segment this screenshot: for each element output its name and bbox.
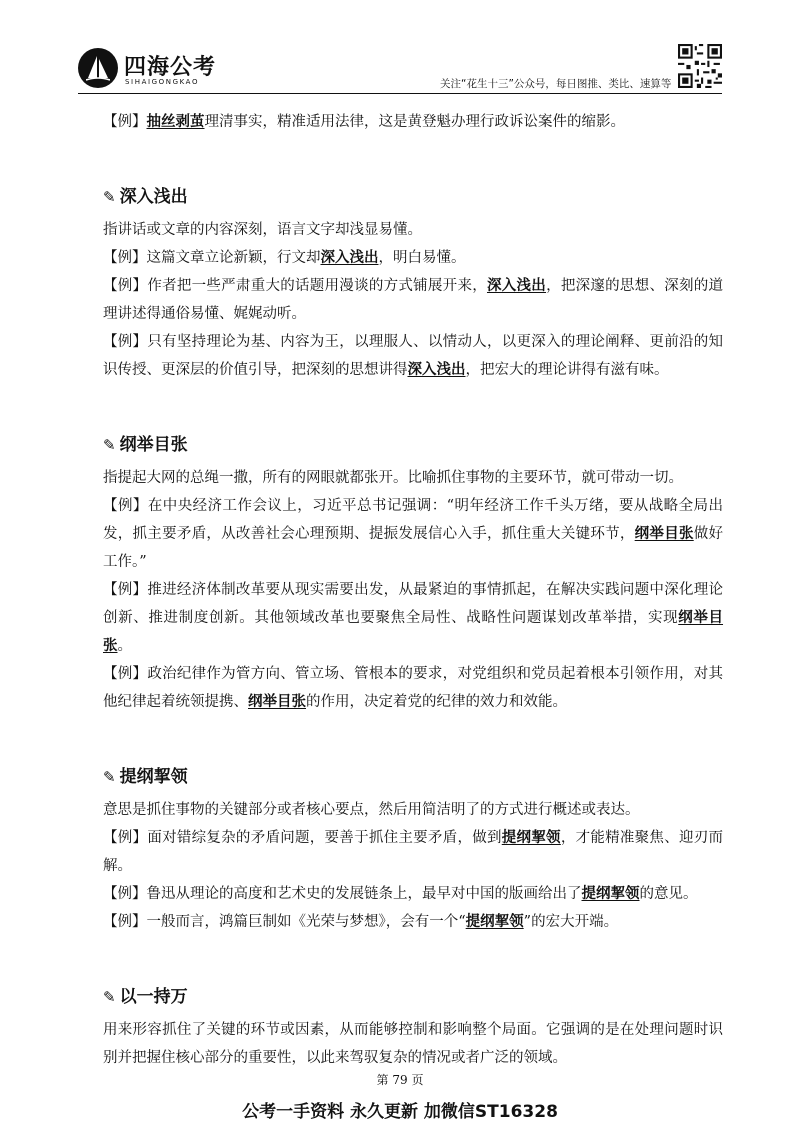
brand-logo: [78, 48, 248, 92]
footer-promo: 公考一手资料 永久更新 加微信ST16328: [242, 1102, 558, 1122]
document-body: [103, 108, 723, 1072]
pencil-icon: ✎: [103, 188, 116, 206]
idiom-section: [103, 982, 723, 1072]
keyword: 深入浅出: [407, 361, 466, 378]
definition: 意思是抓住事物的关键部分或者核心要点，然后用简洁明了的方式进行概述或表达。: [103, 802, 640, 818]
example-text: ，明白易懂。: [378, 250, 466, 266]
example-marker: 【例】: [103, 582, 148, 598]
example-sentence: [103, 492, 723, 576]
section-heading: [103, 430, 723, 460]
example-text: 的意见。: [639, 886, 698, 902]
example-marker: 【例】: [103, 114, 147, 130]
keyword: 深入浅出: [320, 249, 379, 266]
example-sentence: [103, 576, 723, 660]
section-title: 提纲挈领: [119, 767, 188, 787]
example-marker: 【例】: [103, 498, 148, 514]
keyword: 提纲挈领: [581, 885, 640, 902]
idiom-section: [103, 182, 723, 384]
idiom-section: [103, 430, 723, 716]
example-text: 只有坚持理论为基、内容为王，以理服人、以情动人，以更深入的理论阐释、更前沿的知识传授、更深层的价值引导，把深刻的思想讲得: [103, 334, 724, 378]
keyword: 纲举目张: [103, 609, 724, 654]
header-divider: [78, 93, 722, 94]
idiom-section: [103, 762, 723, 936]
definition: 指提起大网的总绳一撒，所有的网眼就都张开。比喻抓住事物的主要环节，就可带动一切。: [103, 470, 683, 486]
pencil-icon: ✎: [103, 436, 116, 454]
pencil-icon: ✎: [103, 988, 116, 1006]
keyword: 提纲挈领: [465, 913, 524, 930]
example-marker: 【例】: [103, 250, 147, 266]
example-sentence: [103, 824, 723, 880]
example-marker: 【例】: [103, 830, 148, 846]
example-sentence: [103, 880, 723, 908]
example-sentence: [103, 328, 723, 384]
example-sentence: [103, 660, 723, 716]
example-text: 做好工作。”: [103, 526, 724, 570]
section-heading: [103, 982, 723, 1012]
section-title: 以一持万: [119, 987, 188, 1007]
pencil-icon: ✎: [103, 768, 116, 786]
example-marker: 【例】: [103, 334, 148, 350]
section-heading: [103, 762, 723, 792]
page-header: [0, 0, 800, 100]
definition: 指讲话或文章的内容深刻，语言文字却浅显易懂。: [103, 222, 422, 238]
sail-logo-icon: [78, 48, 118, 88]
example-text: 。: [117, 638, 132, 654]
example-marker: 【例】: [103, 914, 147, 930]
example-text: 面对错综复杂的矛盾问题，要善于抓住主要矛盾，做到: [147, 830, 502, 846]
keyword: 纲举目张: [634, 525, 694, 542]
example-marker: 【例】: [103, 666, 148, 682]
example-text: 一般而言，鸿篇巨制如《光荣与梦想》，会有一个“: [146, 914, 466, 930]
example-marker: 【例】: [103, 886, 147, 902]
example-text: ”的宏大开端。: [523, 914, 619, 930]
example-text: 的作用，决定着党的纪律的效力和效能。: [306, 694, 567, 710]
example-sentence: [103, 244, 723, 272]
section-title: 深入浅出: [119, 187, 188, 207]
example-sentence: [103, 908, 723, 936]
example-text: 鲁迅从理论的高度和艺术史的发展链条上，最早对中国的版画给出了: [146, 886, 582, 902]
example-text: 作者把一些严肃重大的话题用漫谈的方式铺展开来，: [147, 278, 487, 294]
example-text: 政治纪律作为管方向、管立场、管根本的要求，对党组织和党员起着根本引领作用，对其他纪律起着统领提携、: [103, 666, 724, 710]
example-text: ，把宏大的理论讲得有滋有味。: [465, 362, 669, 378]
keyword: 纲举目张: [248, 693, 306, 710]
keyword: 抽丝剥茧: [146, 113, 205, 130]
example-text: 在中央经济工作会议上，习近平总书记强调：“明年经济工作千头万绪，要从战略全局出发，抓主要矛盾，从改善社会心理预期、提振发展信心入手，抓住重大关键环节，: [103, 498, 723, 542]
logo-english-text: SIHAIGONGKAO: [125, 78, 200, 86]
logo-chinese-text: 四海公考: [124, 55, 217, 80]
section-title: 纲举目张: [119, 435, 188, 455]
definition: 用来形容抓住了关键的环节或因素，从而能够控制和影响整个局面。它强调的是在处理问题时识别并把握住核心部分的重要性，以此来驾驭复杂的情况或者广泛的领域。: [103, 1022, 723, 1066]
example-marker: 【例】: [103, 278, 148, 294]
example-sentence: [103, 272, 723, 328]
example-text: ，才能精准聚焦、迎刃而解。: [103, 830, 724, 874]
example-text: 理清事实，精准适用法律，这是黄登魁办理行政诉讼案件的缩影。: [204, 114, 625, 130]
example-text: ，把深邃的思想、深刻的道理讲述得通俗易懂、娓娓动听。: [103, 278, 724, 322]
header-tagline: 关注“花生十三”公众号，每日图推、类比、速算等: [440, 78, 672, 90]
example-text: 这篇文章立论新颖，行文却: [146, 250, 321, 266]
keyword: 深入浅出: [486, 277, 547, 294]
keyword: 提纲挈领: [501, 829, 561, 846]
example-text: 推进经济体制改革要从现实需要出发，从最紧迫的事情抓起，在解决实践问题中深化理论创新、推进制度创新。其他领域改革也要聚焦全局性、战略性问题谋划改革举措，实现: [103, 582, 724, 626]
example-sentence: [103, 108, 723, 136]
page-number: 第 79 页: [376, 1073, 424, 1087]
qr-code-icon: [678, 44, 722, 88]
section-heading: [103, 182, 723, 212]
